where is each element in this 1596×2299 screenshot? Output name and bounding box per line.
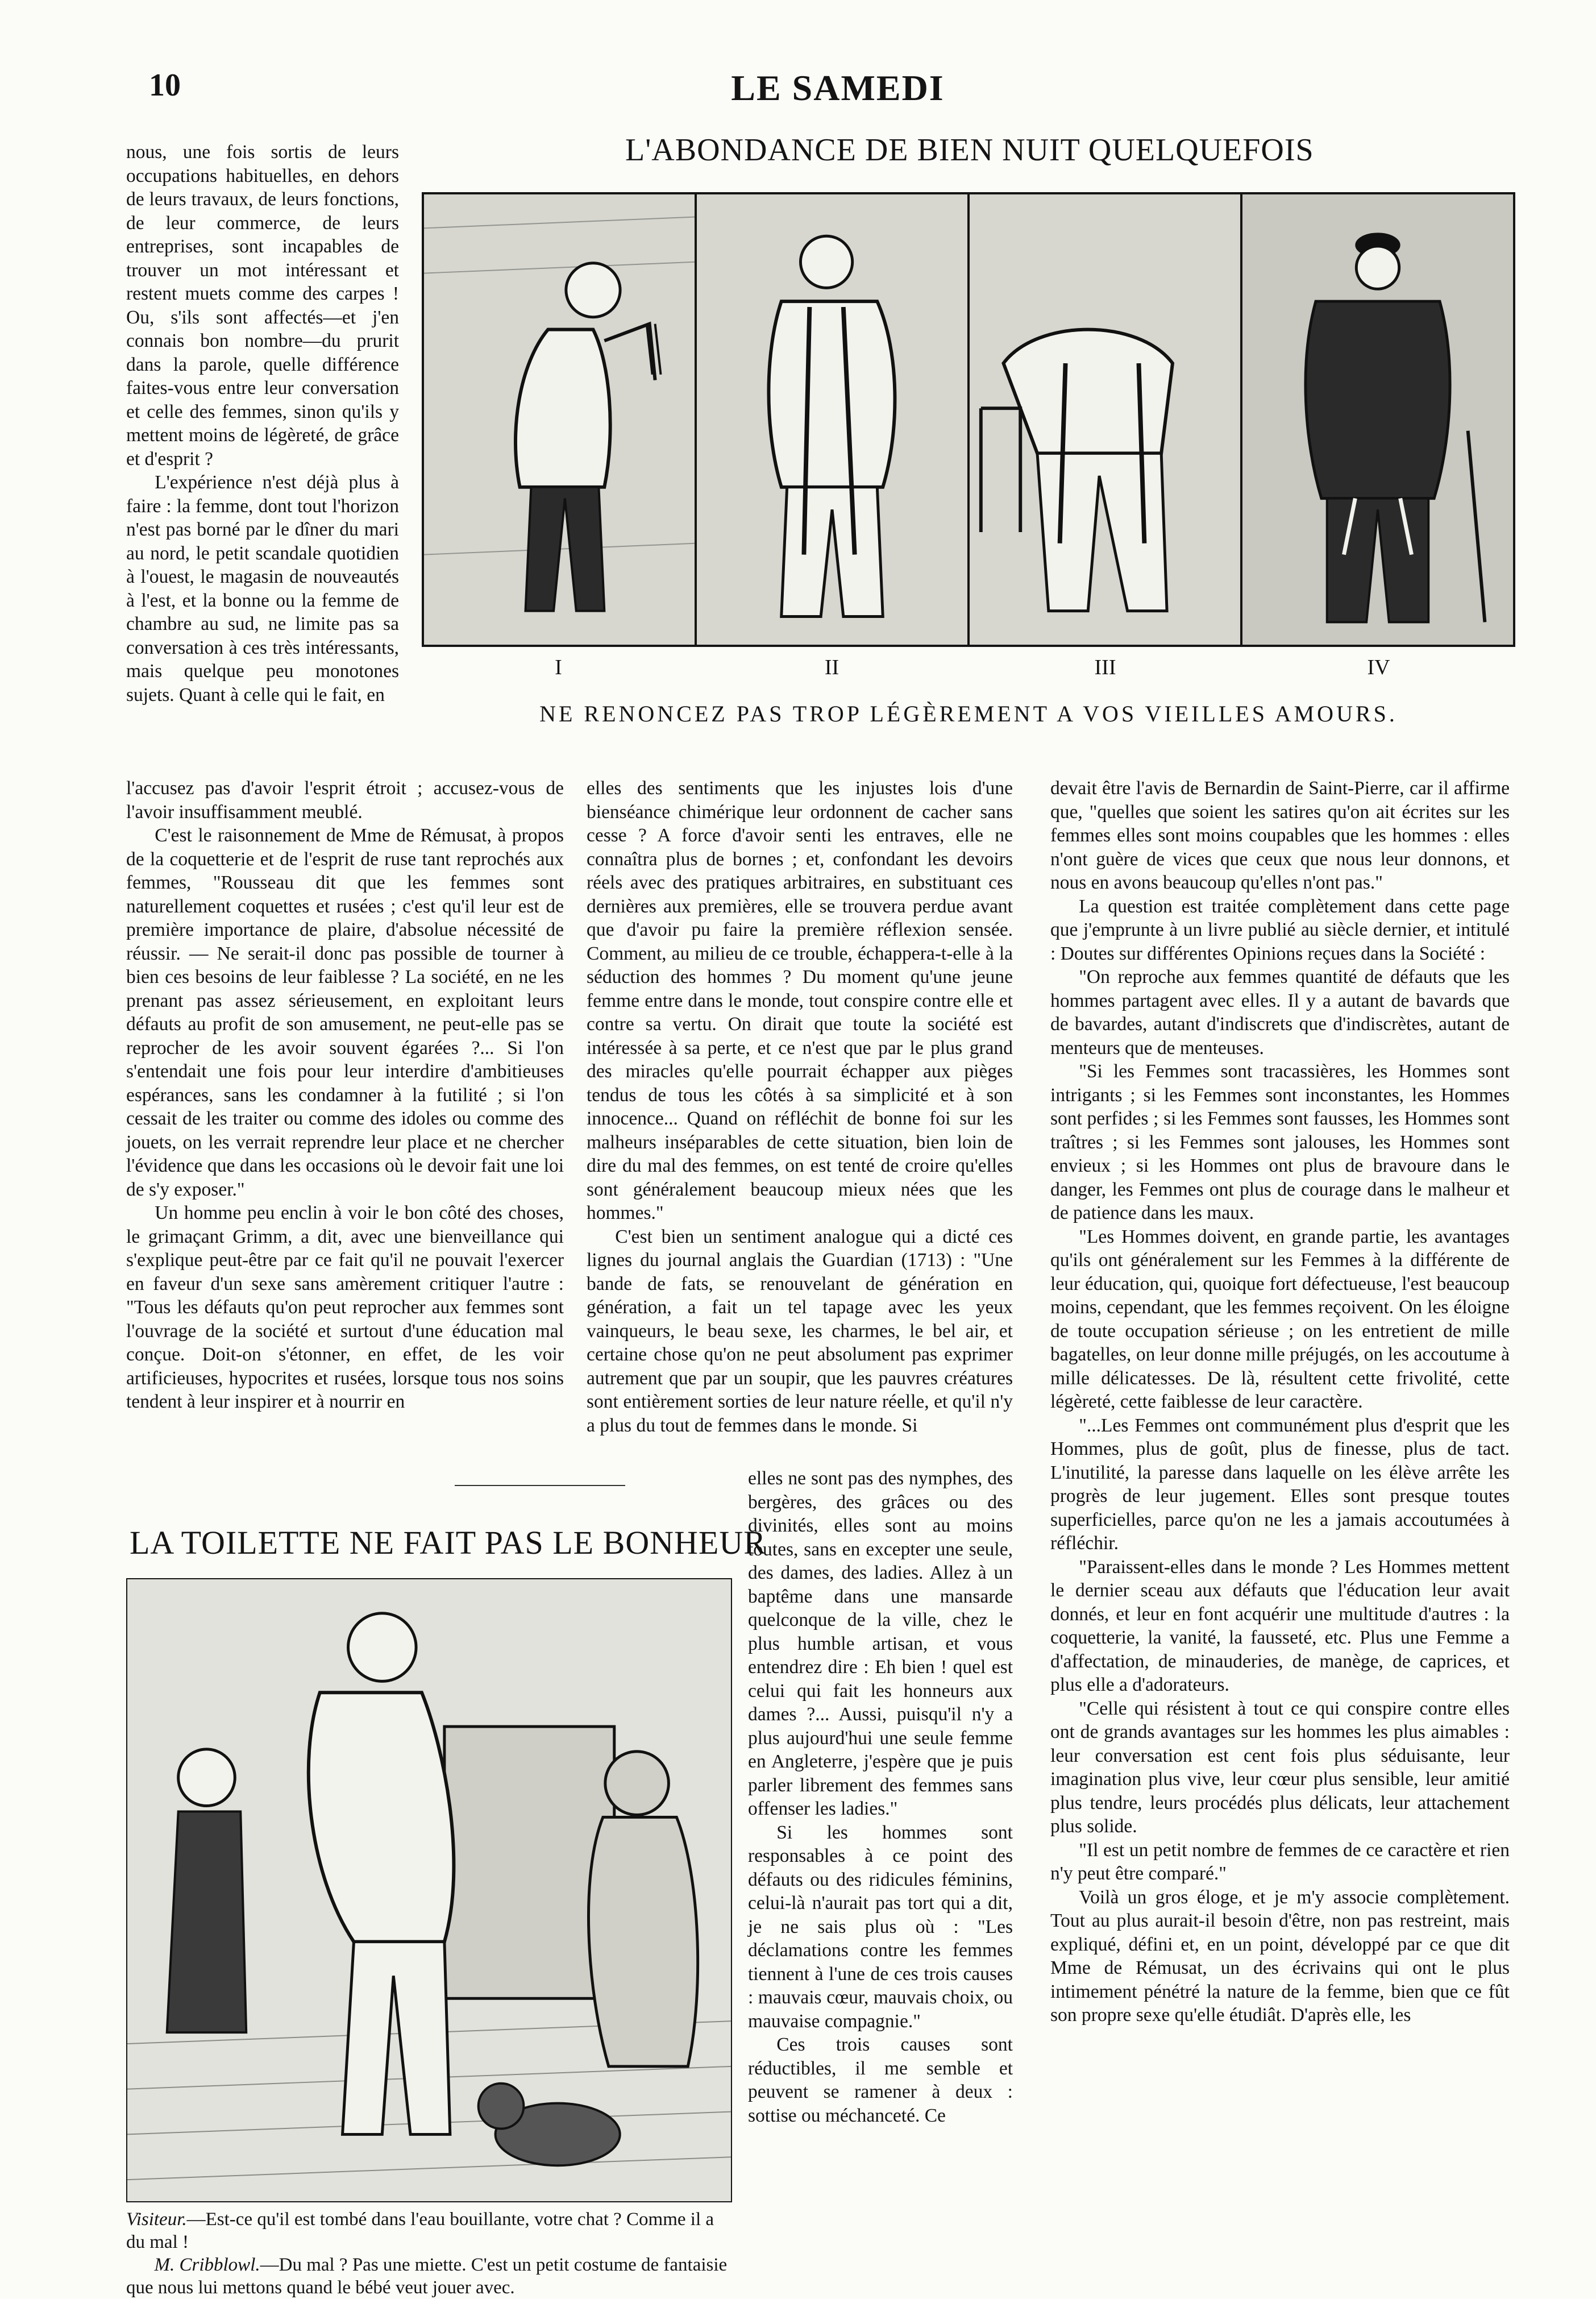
comic-panel-4 [1242,194,1513,645]
comic-panel-1 [424,194,697,645]
cartoon-title-abondance: L'ABONDANCE DE BIEN NUIT QUELQUEFOIS [625,132,1314,168]
dialogue-speaker: Visiteur. [126,2209,187,2230]
figure-holding-suspenders-illustration [424,194,695,645]
dialogue-speaker: M. Cribblowl. [154,2255,260,2275]
paragraph: C'est le raisonnement de Mme de Rémusat, à propos de la coquetterie et de l'esprit de ruse tant reprochés aux femmes, "Rousseau dit que les femmes sont naturellement coquettes et rusées ; c'est qu'il leur est de première importance de plaire, d'absolue nécessité de réussir. — Ne serait-il donc pas possible de tourner à bien ces besoins de leur faiblesse ? La société, en ne les prenant pas assez sérieusement, en exploitant leurs défauts au profit de son amusement, ne peut-elle pas se reprocher de les avoir souvent égarées ?... Si l'on s'entendait une fois pour leur interdire d'ambitieuses espérances, sans les condamner à la futilité ; si l'on cessait de les traiter ou comme des idoles ou comme des jouets, on les verrait reprendre leur place et ne chercher l'évidence que dans les occasions où le devoir fait une loi de s'y exposer." [126,825,564,1200]
comic-panel-3 [970,194,1242,645]
panel-numeral-1: I [555,655,562,679]
panel-numeral-2: II [824,655,839,679]
figure-walking-away-illustration [1242,194,1513,645]
paragraph: elles ne sont pas des nymphes, des bergères, des grâces ou des divinités, elles sont au moins toutes, sans en excepter une seule, des dames, des ladies. Allez à un baptême dans une mansarde quelconque de la ville, chez le plus humble artisan, et vous entendrez dire : Eh bien ! quel est celui qui fait les honneurs aux dames ?... Aussi, puisqu'il n'y a plus aujourd'hui une seule femme en Angleterre, j'espère que je puis parler librement des femmes sans offenser les ladies." [748,1468,1013,1819]
article-column-left [126,777,564,1414]
panel-numeral-3: III [1094,655,1116,679]
article-column-middle-bottom [748,1467,1013,2127]
cartoon-dialogue-caption [126,2208,734,2299]
family-with-costumed-cat-illustration [127,1579,731,2201]
paragraph: "Il est un petit nombre de femmes de ce caractère et rien n'y peut être comparé." [1050,1839,1510,1884]
paragraph: "Paraissent-elles dans le monde ? Les Hommes mettent le dernier sceau aux défauts que l'éducation leur avait donnés, et leur en font acquérir une multitude d'autres : la coquetterie, la vanité, la fausseté, etc. Plus une Femme a d'affectation, de minauderies, de manège, de caprices, et plus elle a d'adorateurs. [1050,1556,1510,1695]
paragraph: L'expérience n'est déjà plus à faire : la femme, dont tout l'horizon n'est pas borné par le dîner du mari au nord, le petit scandale quotidien à l'ouest, le magasin de nouveautés à l'est, et la bonne ou la femme de chambre au sud, ne limite pas sa conversation à ces très intéressants, mais quelque peu monotones sujets. Quant à celle qui le fait, en [126,472,399,706]
paragraph: l'accusez pas d'avoir l'esprit étroit ; accusez-vous de l'avoir insuffisamment meublé. [126,778,564,823]
panel-numerals [422,655,1515,680]
article-column-right [1050,777,1510,2027]
paragraph: Ces trois causes sont réductibles, il me semble et peuvent se ramener à deux : sottise ou méchanceté. Ce [748,2034,1013,2126]
paragraph: Un homme peu enclin à voir le bon côté des choses, le grimaçant Grimm, a dit, avec une bienveillance qui s'explique peut-être par ce fait qu'il ne pouvait l'exercer en faveur d'un sexe sans amèrement critiquer l'autre : "Tous les défauts qu'on peut reprocher aux femmes sont l'ouvrage de la société et surtout d'une éducation mal conçue. Doit-on s'étonner, en effet, de les voir artificieuses, hypocrites et rusées, lorsque tous nos soins tendent à leur inspirer et à nourrir en [126,1202,564,1412]
section-divider [455,1485,625,1486]
article-column-middle [587,777,1013,1437]
paragraph: La question est traitée complètement dans cette page que j'emprunte à un livre publié au siècle dernier, et intitulé : Doutes sur différentes Opinions reçues dans la Société : [1050,895,1510,964]
figure-bending-over-chair-illustration [970,194,1240,645]
paragraph: devait être l'avis de Bernardin de Saint-Pierre, car il affirme que, "quelles que soient les satires qu'on ait écrites sur les femmes elles sont moins coupables que les hommes : elles n'ont guère de vices que ceux que nous leur donnons, et nous en avons beaucoup qu'elles n'ont pas." [1050,778,1510,893]
paragraph: Si les hommes sont responsables à ce point des défauts ou des ridicules féminins, celui-là n'aurait pas tort qui a dit, je ne sais plus où : "Les déclamations contre les femmes tiennent à l'une de ces trois causes : mauvais cœur, mauvais choix, ou mauvaise compagnie." [748,1821,1013,2032]
comic-strip-panels [422,192,1515,647]
figure-fitting-suspenders-illustration [697,194,967,645]
paragraph: "Celle qui résistent à tout ce qui conspire contre elles ont de grands avantages sur les hommes les plus aimables : leur conversation est cent fois plus séduisante, leur imagination plus vive, leur cœur plus sensible, leur amitié plus tendre, leurs procédés plus délicats, leur attachement plus solide. [1050,1698,1510,1837]
paragraph: nous, une fois sortis de leurs occupations habituelles, en dehors de leurs travaux, de leurs fonctions, de leur commerce, de leurs entreprises, sont incapables de trouver un mot intéressant et restent muets comme des carpes ! Ou, s'ils sont affectés—et j'en connais bon nombre—du prurit dans la parole, quelle différence faites-vous entre leur conversation et celle des femmes, sinon qu'ils y mettent moins de légèreté, de grâce et d'esprit ? [126,142,399,470]
publication-title: LE SAMEDI [731,68,945,108]
cartoon-title-toilette: LA TOILETTE NE FAIT PAS LE BONHEUR [130,1524,766,1561]
paragraph: "On reproche aux femmes quantité de défauts que les hommes partagent avec elles. Il y a autant de bavards que de bavardes, autant d'indiscrets que d'indiscrètes, autant de menteurs que de menteuses. [1050,966,1510,1059]
paragraph: elles des sentiments que les injustes lois d'une bienséance chimérique leur ordonnent de cacher sans cesse ? A force d'avoir senti les entraves, elle ne connaîtra plus de bornes ; et, confondant les devoirs réels avec des pratiques arbitraires, en substituant ces dernières aux premières, elle se trouvera perdue avant que d'avoir pu faire la première réflexion sensée. Comment, au milieu de ce trouble, échappera-t-elle à la séduction des hommes ? Du moment qu'une jeune femme entre dans le monde, tout conspire contre elle et contre sa vertu. On dirait que toute la société est intéressée à sa perte, et ce n'est que par le plus grand des miracles qu'elle pourrait échapper aux pièges tendus de tous les côtés à sa simplicité et à son innocence... Quand on réfléchit de bonne foi sur les malheurs inséparables de cette situation, bien loin de dire du mal des femmes, on est tenté de croire qu'elles sont généralement beaucoup mieux nées que les hommes." [587,778,1013,1223]
panel-numeral-4: IV [1367,655,1390,679]
paragraph: "Les Hommes doivent, en grande partie, les avantages qu'ils ont généralement sur les Femmes à la différente de leur éducation, qui, quoique fort défectueuse, l'est beaucoup moins, cependant, que les femmes reçoivent. On les éloigne de toute occupation sérieuse ; on les entretient de mille bagatelles, on leur donne mille préjugés, on les accoutume à mille délicatesses. De là, résultent cette frivolité, cette légèreté, cette faiblesse de leur caractère. [1050,1226,1510,1412]
dialogue-text: —Du mal ? Pas une miette. C'est un petit costume de fantaisie que nous lui mettons quand le bébé veut jouer avec. [126,2255,728,2298]
paragraph: C'est bien un sentiment analogue qui a dicté ces lignes du journal anglais the Guardian (1713) : "Une bande de fats, se renouvelant de génération en génération, a fait un tel tapage avec les yeux vainqueurs, le beau sexe, les charmes, le bel air, et certaine chose qu'on ne peut absolument pas exprimer autrement que par un soupir, que les pauvres créatures sont entièrement sorties de leur nature réelle, et qu'il n'y a plus du tout de femmes dans le monde. Si [587,1226,1013,1436]
cartoon-illustration-cat [126,1578,732,2202]
paragraph: "...Les Femmes ont communément plus d'esprit que les Hommes, plus de goût, plus de finesse, plus de tact. L'inutilité, la paresse dans laquelle on les élève arrête les progrès de leur jugement. Elles sont presque toutes superficielles, parce qu'on ne les a jamais accoutumées à réfléchir. [1050,1414,1510,1554]
dialogue-line [126,2208,734,2254]
paragraph: "Si les Femmes sont tracassières, les Hommes sont intrigants ; si les Femmes sont inconstantes, les Hommes sont perfides ; si les Femmes sont fausses, les Hommes sont traîtres ; si les Femmes sont jalouses, les Hommes sont envieux ; si les Hommes ont plus de bravoure dans le danger, les Femmes ont plus de courage dans le malheur et de patience dans les maux. [1050,1061,1510,1223]
dialogue-line [126,2254,734,2299]
article-column-left-top [126,140,399,707]
comic-panel-2 [697,194,970,645]
paragraph: Voilà un gros éloge, et je m'y associe complètement. Tout au plus aurait-il besoin d'être, non pas restreint, mais expliqué, défini et, en un point, développé par ce que dit Mme de Rémusat, un des écrivains qui ont le plus intimement pénétré la nature de la femme, bien que ce fût son propre sexe qu'elle étudiât. D'après elle, les [1050,1886,1510,2026]
dialogue-text: —Est-ce qu'il est tombé dans l'eau bouillante, votre chat ? Comme il a du mal ! [126,2209,714,2252]
page-number: 10 [149,68,181,103]
cartoon-caption-renoncez: NE RENONCEZ PAS TROP LÉGÈREMENT A VOS VIEILLES AMOURS. [539,701,1398,727]
